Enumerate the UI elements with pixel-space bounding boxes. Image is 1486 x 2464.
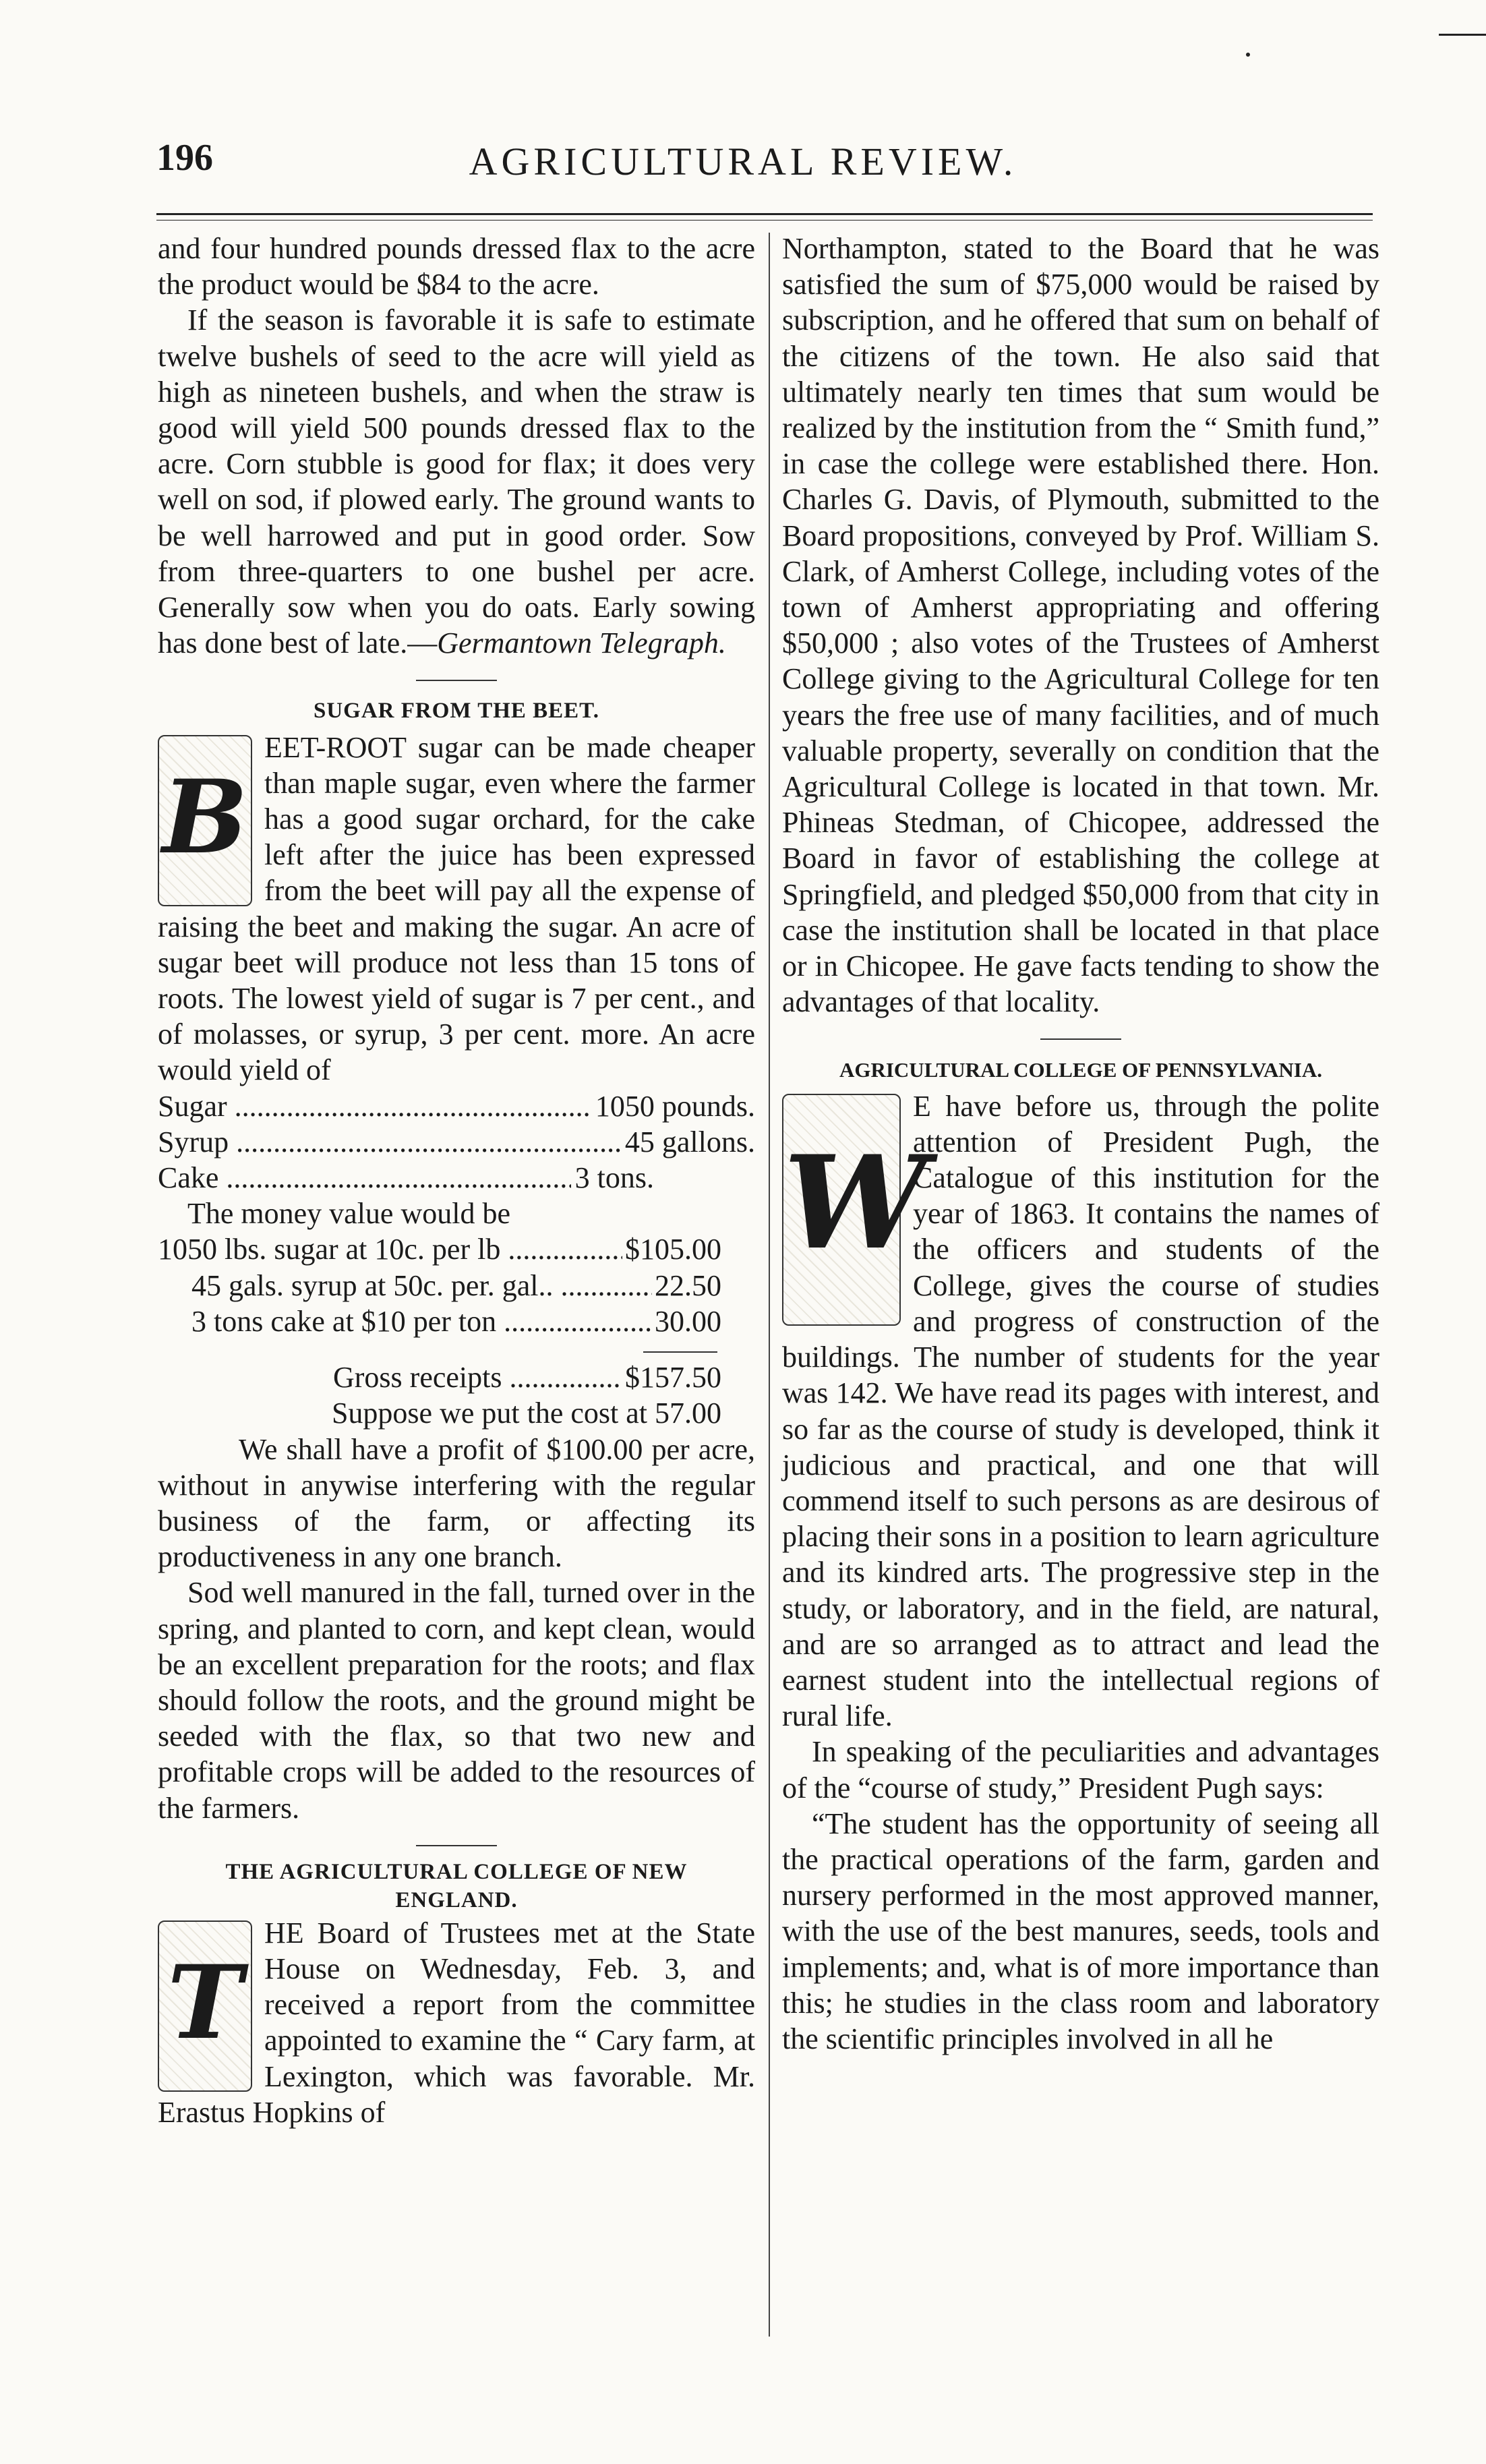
drop-cap-w: W [782,1094,901,1326]
running-head: AGRICULTURAL REVIEW. [469,140,1017,183]
money-intro: The money value would be [187,1197,510,1231]
sugar-text: EET-ROOT sugar can be made cheaper than maple sugar, even where the farmer has a good sugar orchard, for the cake left after the juice has been expressed from the beet will pay all the expense of raising the beet and making the sugar. An acre of sugar beet will produce not less than 15 tons of roots. The lowest yield of sugar is 7 per cent., and of molasses, or syrup, 3 per cent. more. An acre would yield of [158,730,755,1087]
corner-mark [1439,34,1486,36]
article-heading-new-england: THE AGRICULTURAL COLLEGE OF NEW [225,1859,688,1884]
new-england-text: HE Board of Trustees met at the State House on Wednesday, Feb. 3, and received a report from the committee appointed to examine the “ Cary farm, at Lexington, which was favorable. Mr. Erastus Hopkins of [158,1916,755,2129]
money-row: 45 gals. syrup at 50c. per. gal.. ..... 22.50 [158,1268,755,1303]
yield-row: Cake ..... 3 tons. [158,1160,755,1196]
sugar-paragraph [158,730,755,1088]
right-column [782,231,1379,2057]
profit-paragraph: We shall have a profit of $100.00 per acre, without in anywise interfering with the regular business of the farm, or affecting its productiveness in any one branch. [158,1432,755,1574]
sod-paragraph: Sod well manured in the fall, turned over in the spring, and planted to corn, and kept clean, would be an excellent preparation for the roots; and flax should follow the roots, and the ground might be seeded with the flax, so that two new and profitable crops will be added to the resources of the farmers. [158,1576,755,1825]
section-rule [416,680,497,681]
flax-season-paragraph [158,302,755,661]
cost-line: Suppose we put the cost at 57.00 [331,1397,721,1430]
page-number: 196 [156,137,213,179]
flax-continued-paragraph: and four hundred pounds dressed flax to the acre the product would be $84 to the acre. [158,232,755,301]
source-citation: Germantown Telegraph. [437,626,726,660]
section-rule [416,1845,497,1846]
article-heading-pennsylvania: AGRICULTURAL COLLEGE OF PENNSYLVANIA. [839,1058,1323,1082]
header-rule-thin [156,220,1373,221]
drop-cap-b: B [158,735,252,906]
gross-row: Gross receipts ..... $157.50 [158,1359,755,1395]
new-england-continued-paragraph: Northampton, stated to the Board that he was satisfied the sum of $75,000 would be raised by subscription, and he offered that sum on behalf of the citizens of the town. He also said that ultimately nearly ten times that sum would be realized by the institution from the “ Smith fund,” in case the college were established there. Hon. Charles G. Davis, of Plymouth, submitted to the Board propositions, conveyed by Prof. William S. Clark, of Amherst College, including votes of the town of Amherst appropriating and offering $50,000 ; also votes of the Trustees of Amherst College giving to the Agricultural College for ten years the free use of many facilities, and of much valuable property, severally on condition that the Agricultural College is located in that town. Mr. Phineas Stedman, of Chicopee, addressed the Board in favor of establishing the college at Springfield, and pledged $50,000 from that city in case the institution shall be located in that place or in Chicopee. He gave facts tending to show the advantages of that locality. [782,232,1379,1019]
pennsylvania-text: E have before us, through the polite attention of President Pugh, the Catalogue of this institution for the year of 1863. It contains the names of the officers and students of the College, gives the course of studies and progress of construction of the buildings. The number of students for the year was 142. We have read its pages with interest, and so far as the course of study is developed, think it judicious and practical, and one that will commend itself to such persons as are desirous of placing their sons in a position to learn agriculture and its kindred arts. The progressive step in the study, or laboratory, and in the field, are natural, and are so arranged as to attract and lead the earnest student into the intellectual regions of rural life. [782,1089,1379,1733]
yield-row: Syrup ..... 45 gallons. [158,1124,755,1160]
article-heading-sugar: SUGAR FROM THE BEET. [313,699,599,724]
new-england-paragraph [158,1915,755,2130]
pennsylvania-paragraph [782,1088,1379,1734]
section-rule [1040,1038,1121,1040]
drop-cap-t: T [158,1920,252,2092]
money-row: 3 tons cake at $10 per ton ..... 30.00 [158,1303,755,1339]
header-rule [156,213,1373,215]
left-column [158,231,755,2130]
column-divider [769,233,770,2337]
yield-row: Sugar ..... 1050 pounds. [158,1088,755,1124]
sum-rule [643,1351,717,1353]
pennsylvania-quote-paragraph: “The student has the opportunity of seeing all the practical operations of the farm, garden and nursery performed in the most approved manner, with the use of the best manures, seeds, tools and implements; and, what is of more importance than this; he studies in the class room and laboratory the scientific principles involved in all he [782,1807,1379,2055]
flax-season-text: If the season is favorable it is safe to estimate twelve bushels of seed to the acre will yield as high as nineteen bushels, and when the straw is good will yield 500 pounds dressed flax to the acre. Corn stubble is good for flax; it does very well on sod, if plowed early. The ground wants to be well harrowed and put in good order. Sow from three-quarters to one bushel per acre. Generally sow when you do oats. Early sowing has done best of late.— [158,303,755,660]
money-row: 1050 lbs. sugar at 10c. per lb ..... $105.00 [158,1231,755,1267]
article-heading-new-england-2: ENGLAND. [395,1887,518,1912]
pennsylvania-intro-paragraph: In speaking of the peculiarities and advantages of the “course of study,” President Pugh says: [782,1735,1379,1805]
ink-dot [1246,53,1250,57]
